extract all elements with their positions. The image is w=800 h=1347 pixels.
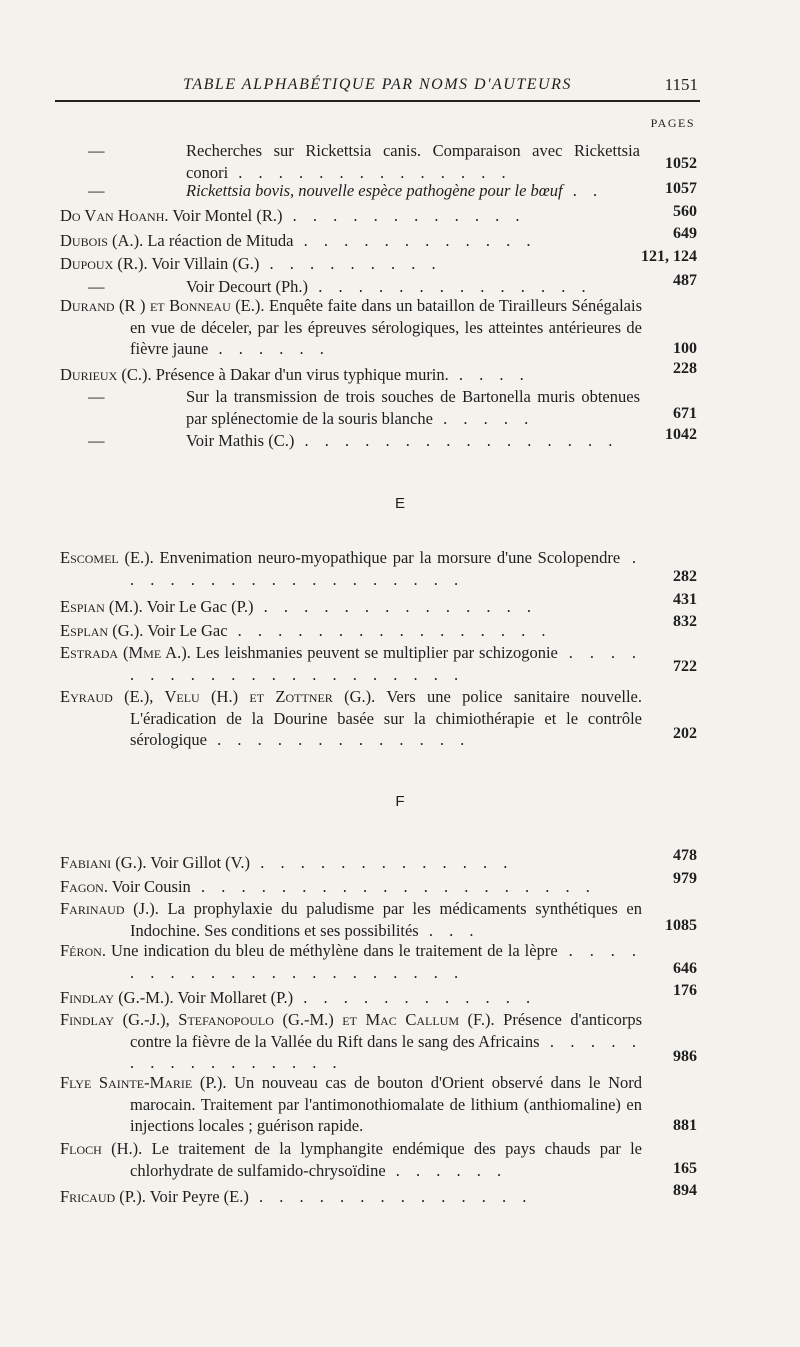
dash-lead: — [88,387,105,406]
index-entry: Findlay (G.-J.), Stefanopoulo (G.-M.) et Mac Callum (F.). Présence d'anticorps contre la fièvre de la Vallée du Rift dans le sang des Africains . . . . . . . . . . . . . . . . [60,1010,643,1072]
entry-text: Le traitement de la lymphangite endémique des pays chauds par le chlorhydrate de sulfamido-chrysoïdine [130,1139,642,1180]
entry-page: 1085 [665,917,697,934]
entry-author: Esplan (G.). [60,621,144,640]
entry-text: Voir Le Gac (P.) [146,597,254,616]
entry-author: Escomel (E.). [60,548,154,567]
index-entry: — Rickettsia bovis, nouvelle espèce pathogène pour le bœuf . . [88,181,604,200]
entry-text: La réaction de Mituda [147,231,294,250]
pages-column-label: PAGES [650,116,695,130]
entry-author: Dubois (A.). [60,231,144,250]
index-entry: Fagon. Voir Cousin . . . . . . . . . . . . . . . . . . . . [60,877,596,896]
entry-page: 979 [673,870,697,887]
page-number: 1151 [664,75,698,94]
entry-page: 165 [673,1160,697,1177]
entry-author: Espian (M.). [60,597,143,616]
entry-page: 1057 [665,180,697,197]
entry-text: Voir Mollaret (P.) [177,988,294,1007]
entry-text: Sur la transmission de trois souches de Bartonella muris obtenues par splénectomie de la souris blanche [186,387,640,428]
entry-text: Voir Mathis (C.) [186,431,295,450]
entry-page: 649 [673,225,697,242]
index-entry: Durand (R ) et Bonneau (E.). Enquête faite dans un bataillon de Tirailleurs Sénégalais en vue de déceler, par les épreuves sérologiques, les atteintes antérieures de fièvre jaune . . . . . . [60,296,643,358]
index-entry: Dupoux (R.). Voir Villain (G.) . . . . . . . . . [60,254,442,273]
entry-text: Envenimation neuro-myopathique par la morsure d'une Scolopendre [159,548,621,567]
entry-page: 487 [673,272,697,289]
index-entry: Fricaud (P.). Voir Peyre (E.) . . . . . . . . . . . . . . [60,1187,533,1206]
index-entry: Estrada (Mme A.). Les leishmanies peuvent se multiplier par schizogonie . . . . . . . . . . . . . . . . . . . . . [60,643,643,684]
dash-lead: — [88,141,105,160]
index-entry [60,1072,642,1137]
entry-text: Enquête faite dans un bataillon de Tirailleurs Sénégalais en vue de déceler, par les épreuves sérologiques, les atteintes antérieures de fièvre jaune [130,296,643,358]
entry-text: Voir Villain (G.) [151,254,260,273]
entry-author: Flye Sainte-Marie (P.). [60,1073,227,1092]
entry-author: Féron. [60,941,106,960]
entry-author: Fagon. [60,877,108,896]
index-entry: Féron. Une indication du bleu de méthylène dans le traitement de la lèpre . . . . . . . . . . . . . . . . . . . . . [60,941,643,982]
entry-text: Un nouveau cas de bouton d'Orient observé dans le Nord marocain. Traitement par l'antimonothiomalate de lithium (anthiomaline) en injections locales ; guérison rapide. [130,1073,642,1135]
entry-page: 1052 [665,155,697,172]
index-entry: — Sur la transmission de trois souches de Bartonella muris obtenues par splénectomie de la souris blanche . . . . . [88,387,640,428]
entry-text: Présence d'anticorps contre la fièvre de la Vallée du Rift dans le sang des Africains [130,1010,643,1051]
entry-page: 671 [673,405,697,422]
entry-author: Floch (H.). [60,1139,143,1158]
index-entry: Esplan (G.). Voir Le Gac . . . . . . . . . . . . . . . . [60,621,552,640]
entry-text: Les leishmanies peuvent se multiplier par schizogonie [195,643,558,662]
entry-page: 722 [673,658,697,675]
index-entry: — Recherches sur Rickettsia canis. Comparaison avec Rickettsia conori . . . . . . . . . . . . . . [88,141,640,182]
entry-author: Farinaud (J.). [60,899,159,918]
entry-page: 282 [673,568,697,585]
entry-page: 881 [673,1117,697,1134]
entry-text: Une indication du bleu de méthylène dans le traitement de la lèpre [110,941,558,960]
entry-text: Présence à Dakar d'un virus typhique murin. [155,365,449,384]
entry-author: Fabiani (G.). [60,853,147,872]
entry-text: La prophylaxie du paludisme par les médicaments synthétiques en Indochine. Ses conditions et ses possibilités [130,899,642,940]
entry-page: 176 [673,982,697,999]
entry-author: Estrada (Mme A.). [60,643,191,662]
index-entry: — Voir Decourt (Ph.) . . . . . . . . . . . . . . [88,277,592,296]
page-header [55,70,700,102]
index-entry: Eyraud (E.), Velu (H.) et Zottner (G.). Vers une police sanitaire nouvelle. L'éradication de la Dourine basée sur la chimiothérapie et le contrôle sérologique . . . . . . . . . . . . . [60,687,642,749]
entry-page: 431 [673,591,697,608]
entry-text: Recherches sur Rickettsia canis. Comparaison avec Rickettsia conori [186,141,640,182]
entry-page: 121, 124 [641,248,697,265]
entry-text: Voir Peyre (E.) [149,1187,249,1206]
dash-lead: — [88,431,105,450]
entry-author: Durand (R ) et Bonneau (E.). [60,296,265,315]
entry-author: Durieux (C.). [60,365,152,384]
index-entry: Farinaud (J.). La prophylaxie du paludisme par les médicaments synthétiques en Indochine. Ses conditions et ses possibilités . . . [60,899,642,940]
entry-text: Vers une police sanitaire nouvelle. L'éradication de la Dourine basée sur la chimiothérapie et le contrôle sérologique [130,687,642,749]
entry-page: 832 [673,613,697,630]
entry-page: 228 [673,360,697,377]
entry-author: Dupoux (R.). [60,254,148,273]
entry-page: 478 [673,847,697,864]
section-letter-f: F [395,793,405,810]
entry-text: Voir Gillot (V.) [150,853,251,872]
index-entry: Durieux (C.). Présence à Dakar d'un virus typhique murin. . . . . [60,365,530,384]
entry-page: 986 [673,1048,697,1065]
section-letter-e: E [394,495,405,512]
index-entry: Findlay (G.-M.). Voir Mollaret (P.) . . . . . . . . . . . . [60,988,537,1007]
index-entry: Do Van Hoanh. Voir Montel (R.) . . . . . . . . . . . . [60,206,526,225]
entry-page: 560 [673,203,697,220]
entry-text: Voir Decourt (Ph.) [186,277,309,296]
entry-page: 1042 [665,426,697,443]
entry-page: 202 [673,725,697,742]
entry-text: Voir Montel (R.) [172,206,283,225]
index-entry: Fabiani (G.). Voir Gillot (V.) . . . . . . . . . . . . . [60,853,514,872]
entry-author: Findlay (G.-M.). [60,988,174,1007]
entry-page: 894 [673,1182,697,1199]
entry-author: Fricaud (P.). [60,1187,146,1206]
entry-author: Do Van Hoanh. [60,206,169,225]
index-entry: Escomel (E.). Envenimation neuro-myopathique par la morsure d'une Scolopendre . . . . . . . . . . . . . . . . . . [60,548,643,589]
entry-text: Rickettsia bovis, nouvelle espèce pathogène pour le bœuf [186,181,563,200]
entry-author: Eyraud (E.), Velu (H.) et Zottner (G.). [60,687,376,706]
dash-lead: — [88,277,105,296]
running-title: TABLE ALPHABÉTIQUE PAR NOMS D'AUTEURS [183,76,572,93]
index-entry: Dubois (A.). La réaction de Mituda . . . . . . . . . . . . [60,231,537,250]
entry-author: Findlay (G.-J.), Stefanopoulo (G.-M.) et Mac Callum (F.). [60,1010,495,1029]
index-entry: Floch (H.). Le traitement de la lymphangite endémique des pays chauds par le chlorhydrate de sulfamido-chrysoïdine . . . . . . [60,1139,642,1180]
entry-page: 646 [673,960,697,977]
index-entry: Espian (M.). Voir Le Gac (P.) . . . . . . . . . . . . . . [60,597,538,616]
index-entry: — Voir Mathis (C.) . . . . . . . . . . . . . . . . [88,431,619,450]
dash-lead: — [88,181,105,200]
entry-text: Voir Cousin [111,877,191,896]
entry-text: Voir Le Gac [147,621,228,640]
entry-page: 100 [673,340,697,357]
